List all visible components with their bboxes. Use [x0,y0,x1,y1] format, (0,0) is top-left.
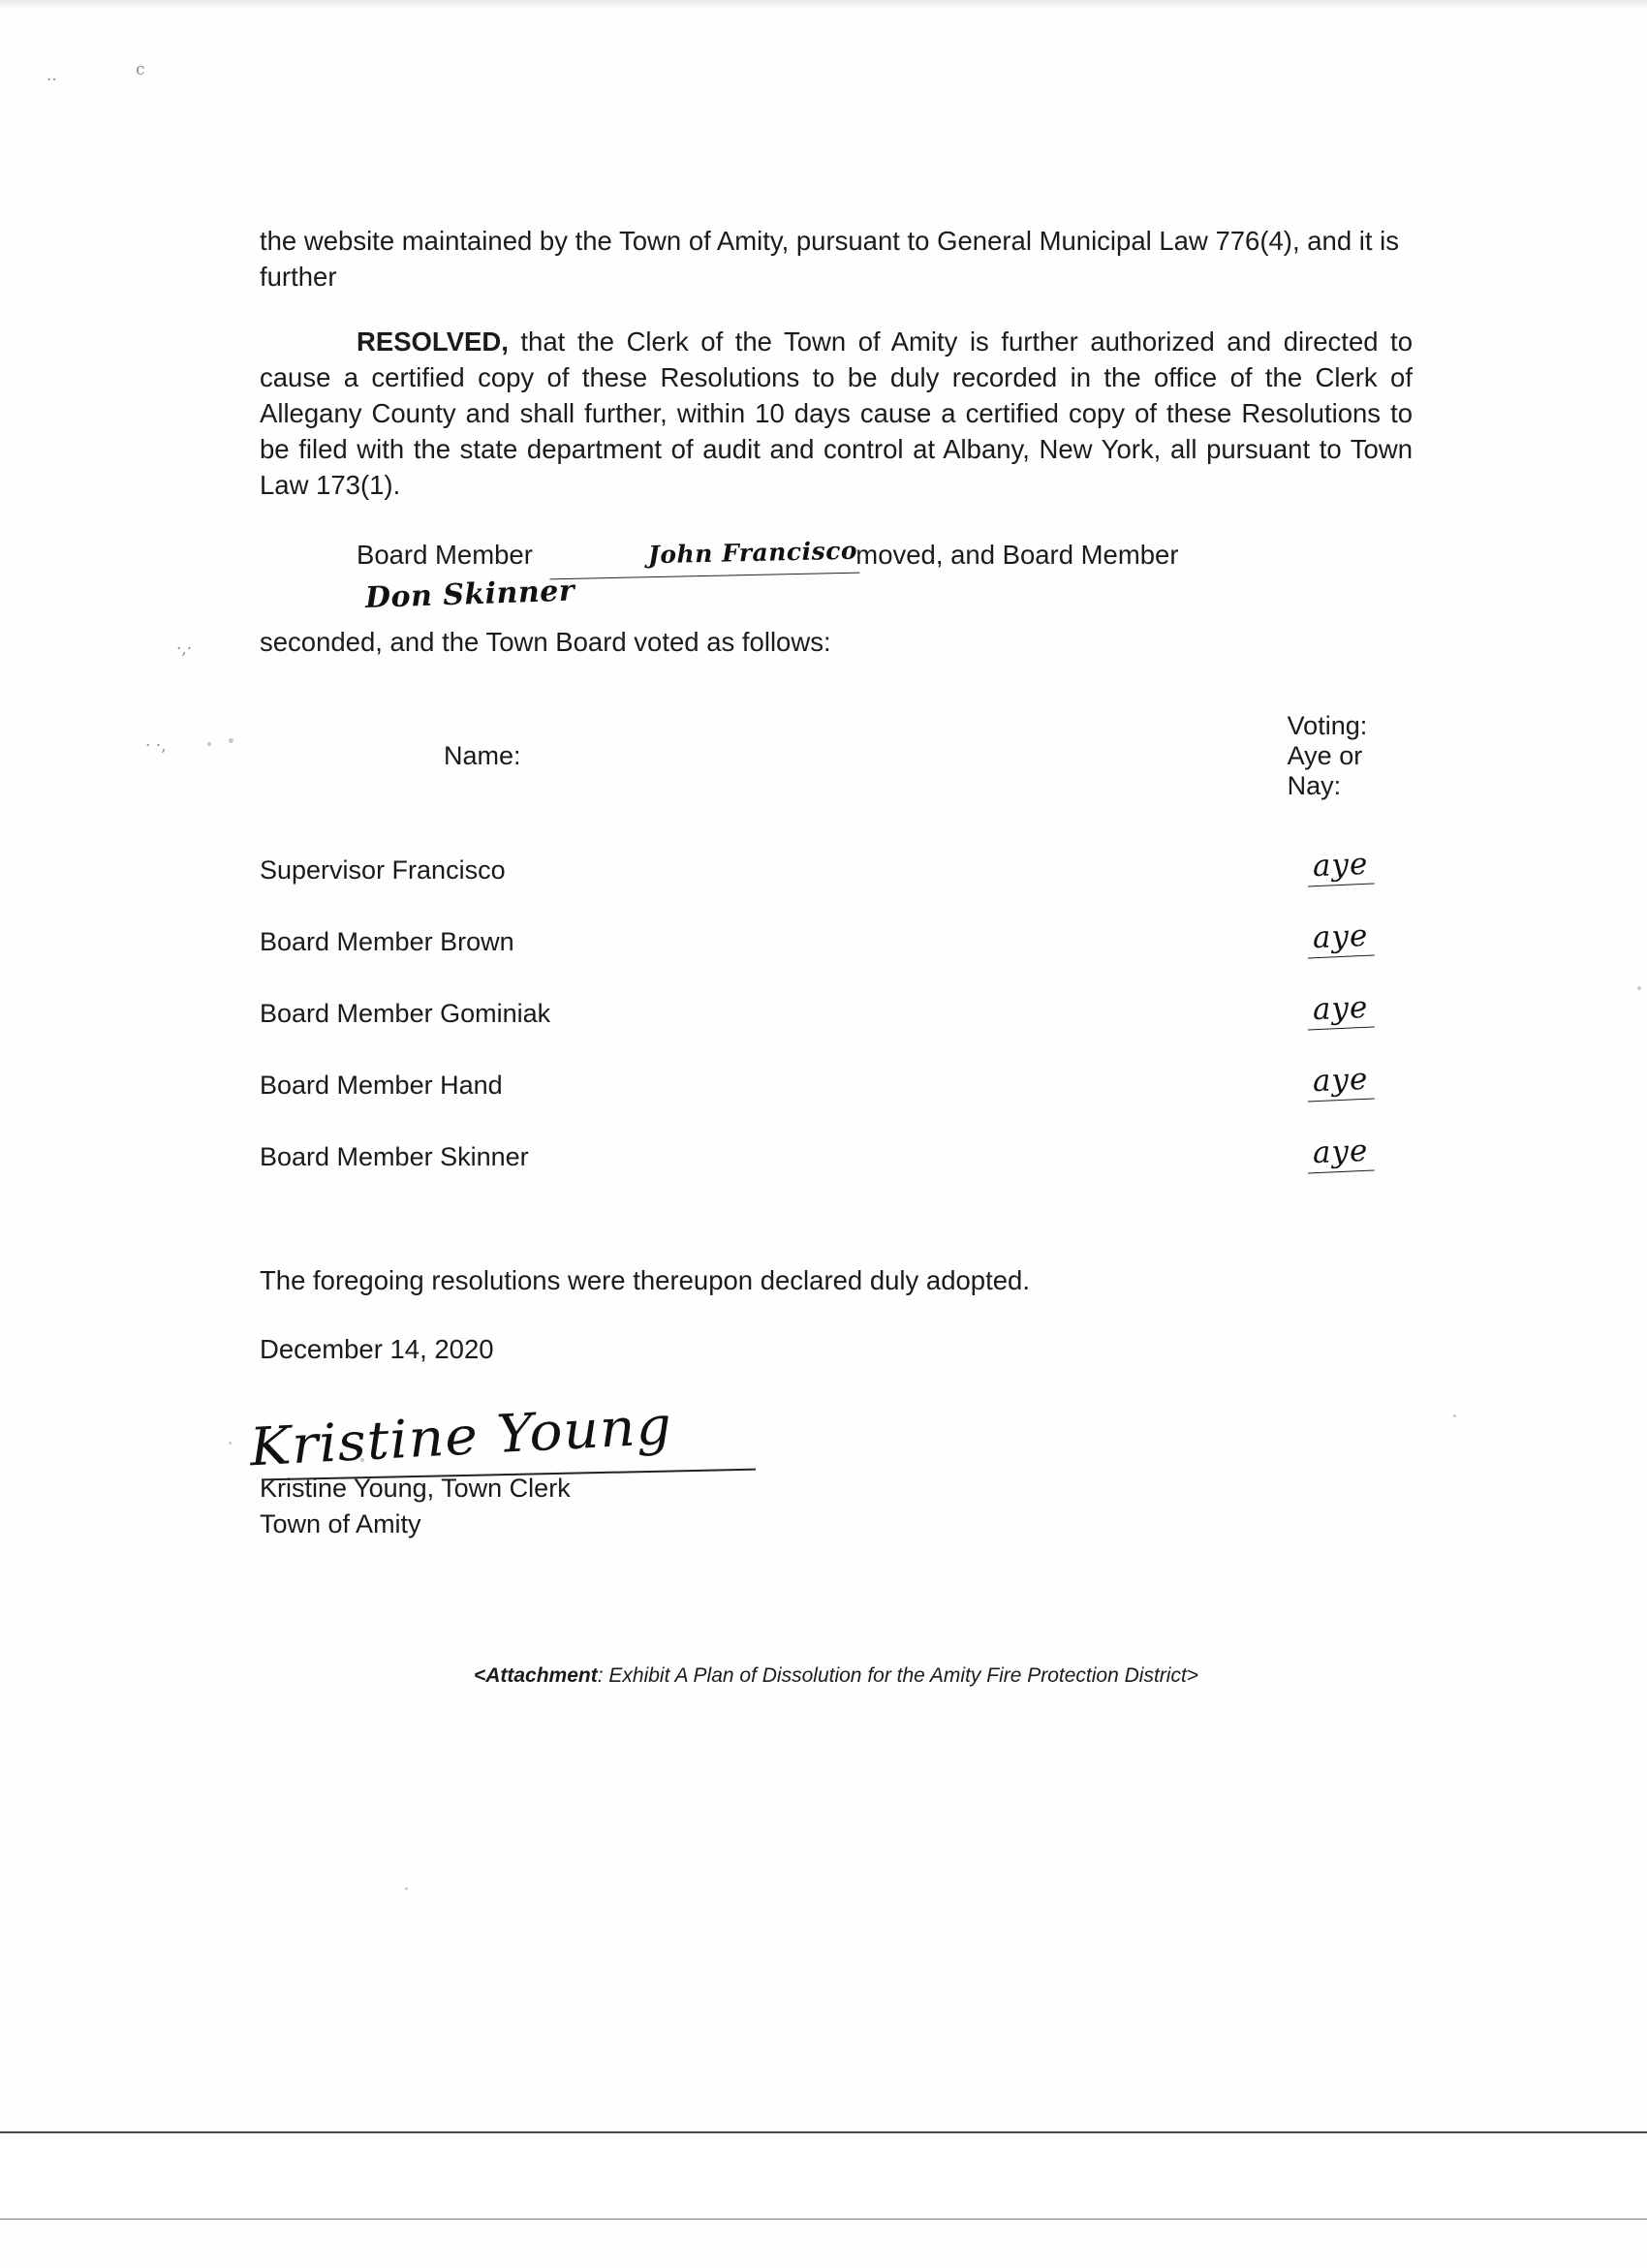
attachment-note [260,1664,1413,1688]
scan-artifact: · ·, [145,736,167,756]
vote-table-header-name: Name: [444,741,521,770]
scan-artifact: ·,· [176,639,193,659]
scan-speckle [229,738,233,743]
table-row [260,906,1374,978]
scan-speckle [229,1442,232,1445]
scan-artifact: .. [47,66,57,85]
vote-row-name: Board Member Brown [260,927,514,956]
vote-row-mark-cell [823,834,1374,906]
paragraph-intro: the website maintained by the Town of Amity, pursuant to General Municipal Law 776(4), and it is further [260,226,1400,292]
motion-middle: moved, and Board Member [855,540,1179,570]
paragraph-motion [260,534,1413,664]
vote-row-name: Supervisor Francisco [260,855,506,885]
motion-tail: seconded, and the Town Board voted as follows: [260,627,831,657]
table-row [260,834,1374,906]
signature-town: Town of Amity [260,1509,421,1538]
motion-lead-in: Board Member [357,540,533,570]
vote-table [260,710,1374,1193]
attachment-text: : Exhibit A Plan of Dissolution for the Amity Fire Protection District> [597,1664,1199,1687]
attachment-label: <Attachment [473,1664,598,1687]
handwritten-vote-mark: aye [1306,847,1375,887]
document-date: December 14, 2020 [260,1334,494,1364]
scan-bottom-edge [0,2131,1647,2267]
scan-bottom-lip [0,2219,1647,2268]
scan-artifact: c [136,60,145,79]
adopted-statement: The foregoing resolutions were thereupon declared duly adopted. [260,1265,1030,1295]
vote-table-header-vote: Voting: Aye or Nay: [1287,711,1368,800]
document-body [248,223,1413,1538]
handwritten-mover-name: John Francisco [549,530,860,580]
vote-row-name: Board Member Hand [260,1071,503,1100]
scan-speckle [405,1887,408,1890]
scan-speckle [207,742,211,746]
paragraph-resolved [260,324,1413,503]
vote-row-name: Board Member Skinner [260,1142,529,1171]
signature-block [248,1394,1413,1538]
signature-name-title: Kristine Young, Town Clerk [260,1474,571,1503]
handwritten-vote-mark: aye [1306,918,1375,959]
vote-row-name: Board Member Gominiak [260,999,551,1028]
vote-row-mark-cell [823,1049,1374,1121]
handwritten-signature: Kristine Young [248,1394,674,1478]
vote-table-header-row [260,710,1374,834]
scan-speckle [1637,986,1641,990]
table-row [260,978,1374,1049]
handwritten-vote-mark: aye [1306,990,1375,1031]
handwritten-vote-mark: aye [1306,1062,1375,1103]
vote-row-mark-cell [823,906,1374,978]
resolved-keyword: RESOLVED, [357,326,509,357]
scan-top-edge [0,0,1647,10]
vote-row-mark-cell [823,978,1374,1049]
handwritten-vote-mark: aye [1306,1134,1375,1174]
table-row [260,1121,1374,1193]
scan-speckle [1453,1414,1456,1417]
handwritten-seconder-name: Don Skinner [364,574,575,616]
resolved-text: that the Clerk of the Town of Amity is further authorized and directed to cause a certified copy of these Resolutions to be duly recorded in the office of the Clerk of Allegany County and shall further, within 10 days cause a certified copy of these Resolutions to be filed with the state department of audit and control at Albany, New York, all pursuant to Town Law 173(1). [260,326,1413,500]
vote-row-mark-cell [823,1121,1374,1193]
table-row [260,1049,1374,1121]
